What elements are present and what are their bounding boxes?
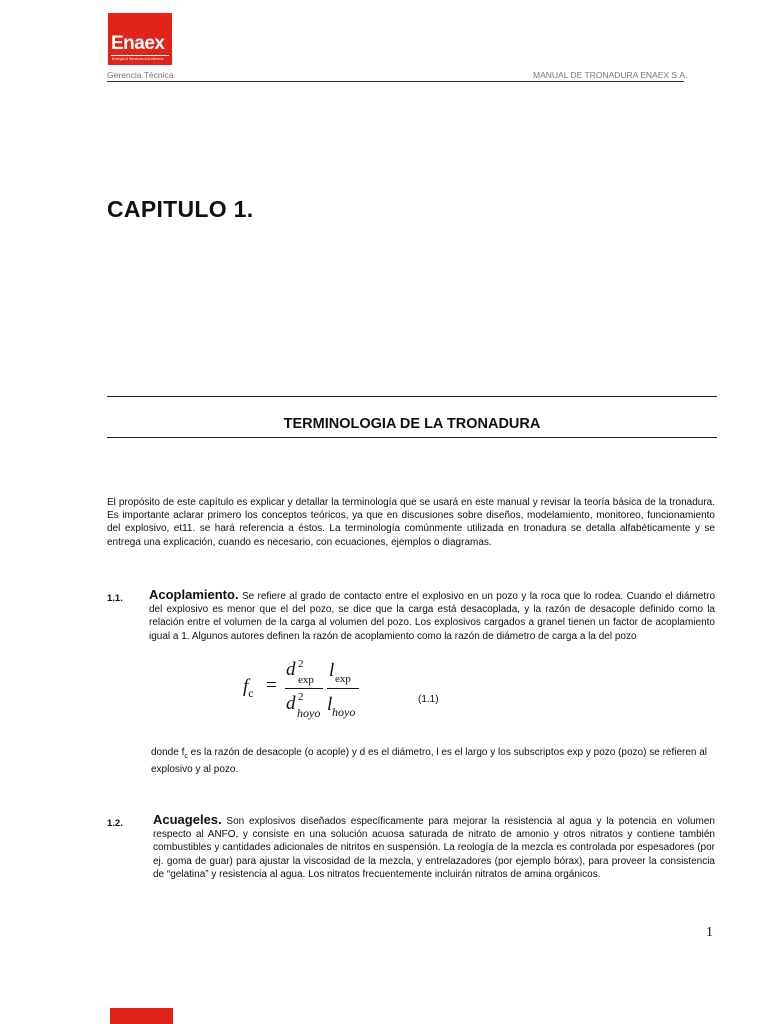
eq-den1: d xyxy=(286,693,296,714)
logo-divider xyxy=(111,55,169,56)
item-text: Se refiere al grado de contacto entre el explosivo en un pozo y la roca que lo rodea. Cuando el diámetro del explosivo es menor que el del pozo, se dice que la carga está desacoplada, y la razón de desacople definido como la relación entre el volumen de la carga al volumen del pozo. Los explosivos cargados a granel tienen un factor de acoplamiento igual a 1. Algunos autores definen la razón de acoplamiento como la razón de diámetro de carga a la del pozo xyxy=(149,591,716,642)
eq-den1-sub: hoyo xyxy=(297,706,321,720)
eq-num1-sub: exp xyxy=(298,674,314,686)
eq-den2-sub: hoyo xyxy=(332,705,356,719)
eq-fraction-line xyxy=(285,688,323,689)
item-acoplamiento xyxy=(149,588,715,643)
section-bottom-rule xyxy=(107,437,717,438)
chapter-title: CAPITULO 1. xyxy=(107,196,254,222)
eq-num2: l xyxy=(329,660,335,681)
logo-text: Enaex xyxy=(111,33,165,54)
section-title: TERMINOLOGIA DE LA TRONADURA xyxy=(283,416,541,432)
eq-num2-sub: exp xyxy=(335,673,351,685)
eq-lhs: $f_c$ xyxy=(243,676,254,700)
header-rule xyxy=(107,81,684,82)
enaex-logo xyxy=(108,13,172,65)
eq-den1-sup: 2 xyxy=(298,691,304,703)
equation-label: (1.1) xyxy=(418,694,439,705)
page-number: 1 xyxy=(706,925,713,940)
header-manual-title: MANUAL DE TRONADURA ENAEX S.A. xyxy=(533,70,688,80)
logo-tagline: Energía & Servicios a la Minería xyxy=(112,57,164,61)
intro-paragraph: El propósito de este capítulo es explicar y detallar la terminología que se usará en este manual y revisar la teoría básica de la tronadura. Es importante aclarar primero los conceptos teóricos, ya que en discusiones sobre diseños, modelamiento, monitoreo, funcionamiento del explosivo, et11. se hará referencia a éstos. La terminología comúnmente utilizada en tronadura se detalla alfabéticamente y se entrega una explicación, cuando es necesario, con ecuaciones, ejemplos o diagramas. xyxy=(107,497,715,548)
eq-fraction-line xyxy=(327,688,359,689)
item-acuageles xyxy=(153,813,715,881)
footer-brand-bar xyxy=(110,1008,173,1024)
item-text: Son explosivos diseñados específicamente para mejorar la resistencia al agua y la potencia en volumen respecto al ANFO, y consiste en una solución acuosa saturada de nitrato de amonio y otros nitratos y contiene también combustibles y cantidades adicionales de nitritos en suspensión. La reología de la mezcla es controlada por espesadores (por ej. goma de guar) para ajustar la viscosidad de la mezcla, y entrelazadores (por ejemplo bórax), para proveer la consistencia de “gelatina” y resistencia al agua. Los nitratos frecuentemente incluirán nitratos de amina orgánicos. xyxy=(153,816,715,880)
item-number: 1.2. xyxy=(107,818,123,829)
eq-num1-sup: 2 xyxy=(298,658,304,670)
section-top-rule xyxy=(107,396,717,397)
equation-1-1 xyxy=(240,656,370,722)
eq-num1: d xyxy=(286,659,296,680)
header-department: Gerencia Técnica xyxy=(107,70,174,80)
item-number: 1.1. xyxy=(107,593,123,604)
term-acuageles: Acuageles. xyxy=(153,812,222,827)
eq-den2: l xyxy=(327,694,333,715)
eq-equals: = xyxy=(266,675,277,696)
equation-note: donde $f_c$ es la razón de desacople (o acople) y d es el diámetro, l es el largo y los subscriptos exp y pozo (pozo) se refieren al explosivo y al pozo. xyxy=(151,747,708,776)
term-acoplamiento: Acoplamiento. xyxy=(149,587,239,602)
